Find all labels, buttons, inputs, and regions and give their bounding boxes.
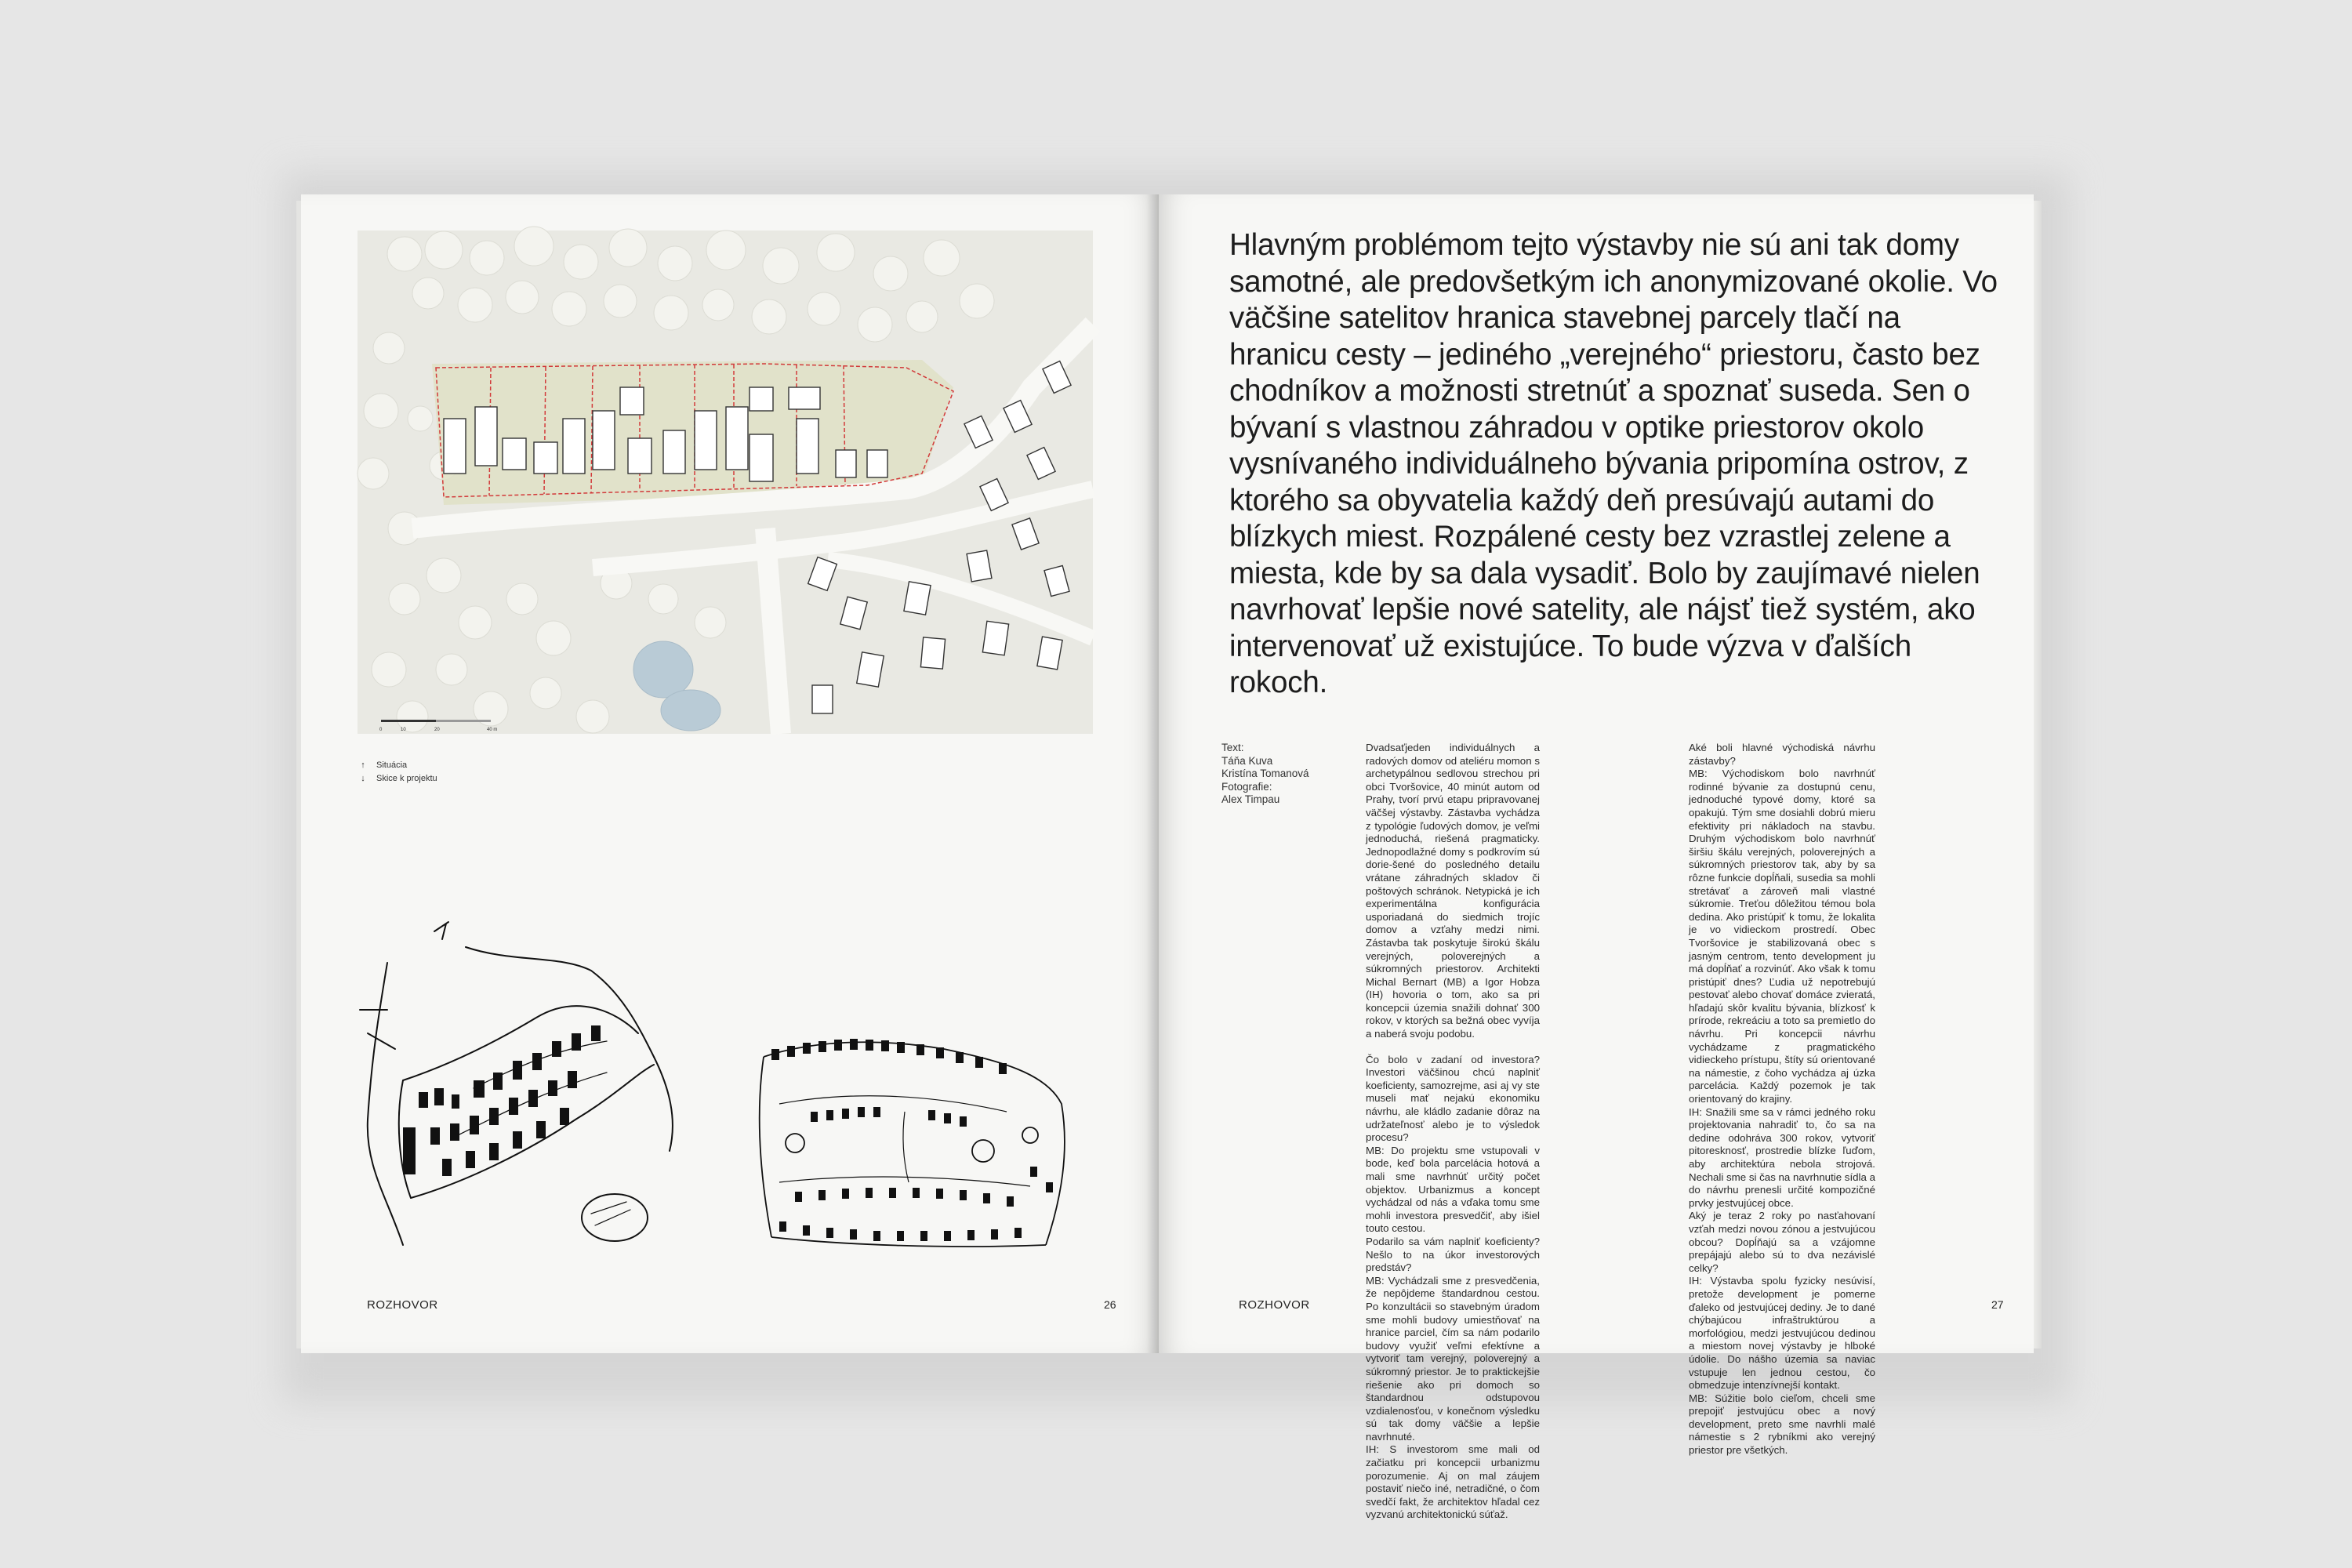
hand-sketch-1 (356, 916, 693, 1261)
scale-label-40: 40 m (487, 728, 498, 732)
left-page (301, 194, 1159, 1353)
credit-photo-label: Fotografie: (1221, 780, 1272, 793)
interview-column-2 (1689, 742, 1875, 1470)
page-number-right: 27 (1991, 1298, 2004, 1311)
scale-label-20: 20 (434, 728, 440, 732)
intro-paragraph: Dvadsaťjeden individuálnych a radových domov od ateliéru momon s archetypálnou sedlovou strechou pri obci Tvoršovice, 40 minút autom od Prahy, tvorí prvú etapu pripravovanej väčšej výstavby. Zástavba vychádza z typológie ľudových domov, je veľmi jednoduchá, riešená pragmaticky. Jednopodlažné domy s podkrovím sú dorie-šené do posledného detailu vrátane záhradných skladov či poštových schránok. Netypická je ich experimentálna konfigurácia usporiadaná do siedmich trojíc domov a vzťahy medzi nimi. Zástavba tak poskytuje širokú škálu verejných, poloverejných a súkromných priestorov. Architekti Michal Bernart (MB) a Igor Hobza (IH) hovoria o tom, ako sa pri koncepcii územia snažili dohnať 300 rokov, v ktorých sa bežná obec vyvíja a naberá svoju podobu. (1366, 742, 1540, 1040)
scale-label-0: 0 (379, 728, 383, 732)
page-number-left: 26 (1104, 1298, 1116, 1311)
scale-label-10: 10 (401, 728, 406, 732)
interview-paragraph: Čo bolo v zadaní od investora? Investori väčšinou chcú naplniť koeficienty, samozrejme, asi aj vy ste museli mať nejakú ekonomiku návrhu, ale kládlo zadanie dôraz na udržateľnosť alebo je to výsledok procesu? MB: Do projektu sme vstupovali v bode, keď bola parcelácia hotová a mali sme navrhnúť určitý počet objektov. Urbanizmus a koncept vychádzal od nás a vďaka tomu sme mohli investora presvedčiť, aby išiel touto cestou. Podarilo sa vám naplniť koeficienty? Nešlo to na úkor investorových predstáv? MB: Vychádzali sme z presvedčenia, že nepôjdeme štandardnou cestou. Po konzultácii so stavebným úradom sme mohli budovy umiestňovať na hranice parciel, čím sa nám podarilo budovy využiť veľmi efektívne a vytvoriť tam verejný, poloverejný a súkromný priestor. Je to praktickejšie riešenie ako pri domoch so štandardnou odstupovou vzdialenosťou, v konečnom výsledku sú tak domy väčšie a lepšie navrhnuté. IH: S investorom sme mali od začiatku pri koncepcii urbanizmu porozumenie. Aj on mal záujem postaviť niečo iné, netradičné, o čom svedčí fakt, že architektov hľadal cez vyzvanú architektonickú súťaž. (1366, 1053, 1540, 1521)
site-plan (358, 230, 1093, 734)
section-label-right: ROZHOVOR (1239, 1298, 1310, 1312)
section-label-left: ROZHOVOR (367, 1298, 438, 1312)
hand-sketch-2 (748, 1025, 1077, 1261)
credit-author: Kristína Tomanová (1221, 768, 1309, 779)
arrow-down-icon: ↓ (361, 774, 365, 783)
page-stack-right-edge (2034, 201, 2042, 1348)
right-page (1159, 194, 2034, 1521)
caption-row (358, 759, 437, 772)
interview-paragraph: Aké boli hlavné východiská návrhu zástavby? MB: Východiskom bolo navrhnúť rodinné bývanie za dostupnú cenu, jednoduché typové domy, ktoré sa opakujú. Tým sme dosiahli dobrú mieru efektivity pri nákladoch na stavbu. Druhým východiskom bolo navrhnúť širšiu škálu verejných, poloverejných a súkromných priestorov tak, aby by sa rôzne funkcie dopĺňali, susedia sa mohli stretávať a zároveň mali vlastné súkromie. Treťou dôležitou témou bola dedina. Ako pristúpiť k tomu, že lokalita je vo vidieckom prostredí. Obec Tvoršovice je stabilizovaná obec s jasným centrom, tento development ju má dopĺňať a rozvinúť. Ako však k tomu pristúpiť dnes? Ľudia už nepotrebujú pestovať alebo chovať domáce zvieratá, hľadajú skôr kvalitu bývania, blízkosť k prírode, rekreáciu a toto sa premietlo do návrhu. Pri koncepcii návrhu vychádzame z pragmatického vidieckeho prístupu, štíty sú orientované na námestie, z čoho vychádza aj úzka parcelácia. Každý pozemok je tak orientovaný do krajiny. IH: Snažili sme sa v rámci jedného roku projektovania nahradiť to, čo sa na dedine odohráva 300 rokov, vytvoriť pitoresknosť, prostredie blízke ľuďom, aby architektúra nebola strojová. Nechali sme si čas na navrhnutie sídla a do návrhu prenesli určité kompozičné prvky jestvujúcej obce. Aký je teraz 2 roky po nasťahovaní vzťah medzi novou zónou a jestvujúcou obcou? Dopĺňajú sa a vzájomne prepájajú alebo sú to dva nezávislé celky? IH: Výstavba spolu fyzicky nesúvisí, pretože development je pomerne ďaleko od jestvujúcej dediny. Je to dané chýbajúcou infraštruktúrou a morfológiou, medzi jestvujúcou dedinou a miestom novej výstavby je hlboké údolie. Do nášho územia sa naviac vstupuje len jednou cestou, čo obmedzuje intenzívnejší kontakt. MB: Súžitie bolo cieľom, chceli sme prepojiť jestvujúcu obec a nový development, preto sme navrhli malé námestie s 2 rybníkmi ako verejný priestor pre všetkých. (1689, 742, 1875, 1457)
credit-author: Táňa Kuva (1221, 754, 1273, 767)
figure-caption (358, 759, 437, 786)
lead-paragraph: Hlavným problémom tejto výstavby nie sú ani tak domy samotné, ale predovšetkým ich anonymizované okolie. Vo väčšine satelitov hranica stavebnej parcely tlačí na hranicu cesty – jediného „verejného“ priestoru, často bez chodníkov a možnosti stretnúť a spoznať suseda. Sen o bývaní s vlastnou záhradou v optike priestorov okolo vysnívaného individuálneho bývania pripomína ostrov, z ktorého sa obyvatelia každý deň presúvajú autami do blízkych miest. Rozpálené cesty bez vzrastlej zelene a miesta, kde by sa dala vysadiť. Bolo by zaujímavé nielen navrhovať lepšie nové satelity, ale nájsť tiež systém, ako intervenovať už existujúce. To bude výzva v ďalších rokoch. (1229, 228, 1998, 699)
interview-column-1 (1366, 742, 1540, 1534)
arrow-up-icon: ↑ (361, 760, 365, 770)
credit-photographer: Alex Timpau (1221, 793, 1280, 805)
caption-sketches: Skice k projektu (376, 774, 437, 783)
caption-situation: Situácia (376, 760, 408, 770)
credit-text-label: Text: (1221, 742, 1244, 753)
credits (1221, 742, 1309, 807)
caption-row (358, 772, 437, 786)
